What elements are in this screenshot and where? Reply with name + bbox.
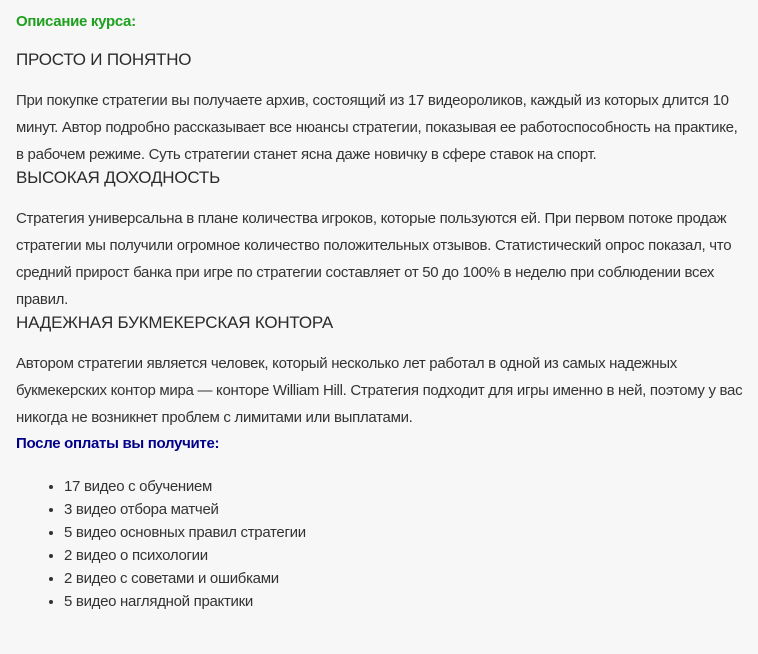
list-item: • 5 видео основных правил стратегии <box>64 521 744 544</box>
section-body-bookmaker: Автором стратегии является человек, который несколько лет работал в одной из самых надежных букмекерских контор мира — конторе William Hill. Стратегия подходит для игры именно в ней, поэтому у вас никогда не возникнет проблем с лимитами или выплатами. <box>16 355 743 426</box>
section-body-simple: При покупке стратегии вы получаете архив, состоящий из 17 видеороликов, каждый из которых длится 10 минут. Автор подробно рассказывает все нюансы стратегии, показывая ее работоспособность на практике, в рабочем режиме. Суть стратегии станет ясна даже новичку в сфере ставок на спорт. <box>16 92 738 163</box>
section-heading-simple: ПРОСТО И ПОНЯТНО <box>16 50 192 69</box>
course-description-label: Описание курса: <box>16 13 136 30</box>
list-item: • 17 видео с обучением <box>64 475 744 498</box>
section-body-profit: Стратегия универсальна в плане количества игроков, которые пользуются ей. При первом потоке продаж стратегии мы получили огромное количество положительных отзывов. Статистический опрос показал, что средний прирост банка при игре по стратегии составляет от 50 до 100% в неделю при соблюдении всех правил. <box>16 210 732 308</box>
section-heading-bookmaker: НАДЕЖНАЯ БУКМЕКЕРСКАЯ КОНТОРА <box>16 313 334 332</box>
course-description-page <box>16 12 744 613</box>
list-item: • 3 видео отбора матчей <box>64 498 744 521</box>
list-item: • 2 видео о психологии <box>64 544 744 567</box>
after-payment-label: После оплаты вы получите: <box>16 435 220 452</box>
list-item: • 5 видео наглядной практики <box>64 590 744 613</box>
video-list <box>16 475 744 613</box>
list-item: • 2 видео с советами и ошибками <box>64 567 744 590</box>
section-heading-profit: ВЫСОКАЯ ДОХОДНОСТЬ <box>16 168 221 187</box>
